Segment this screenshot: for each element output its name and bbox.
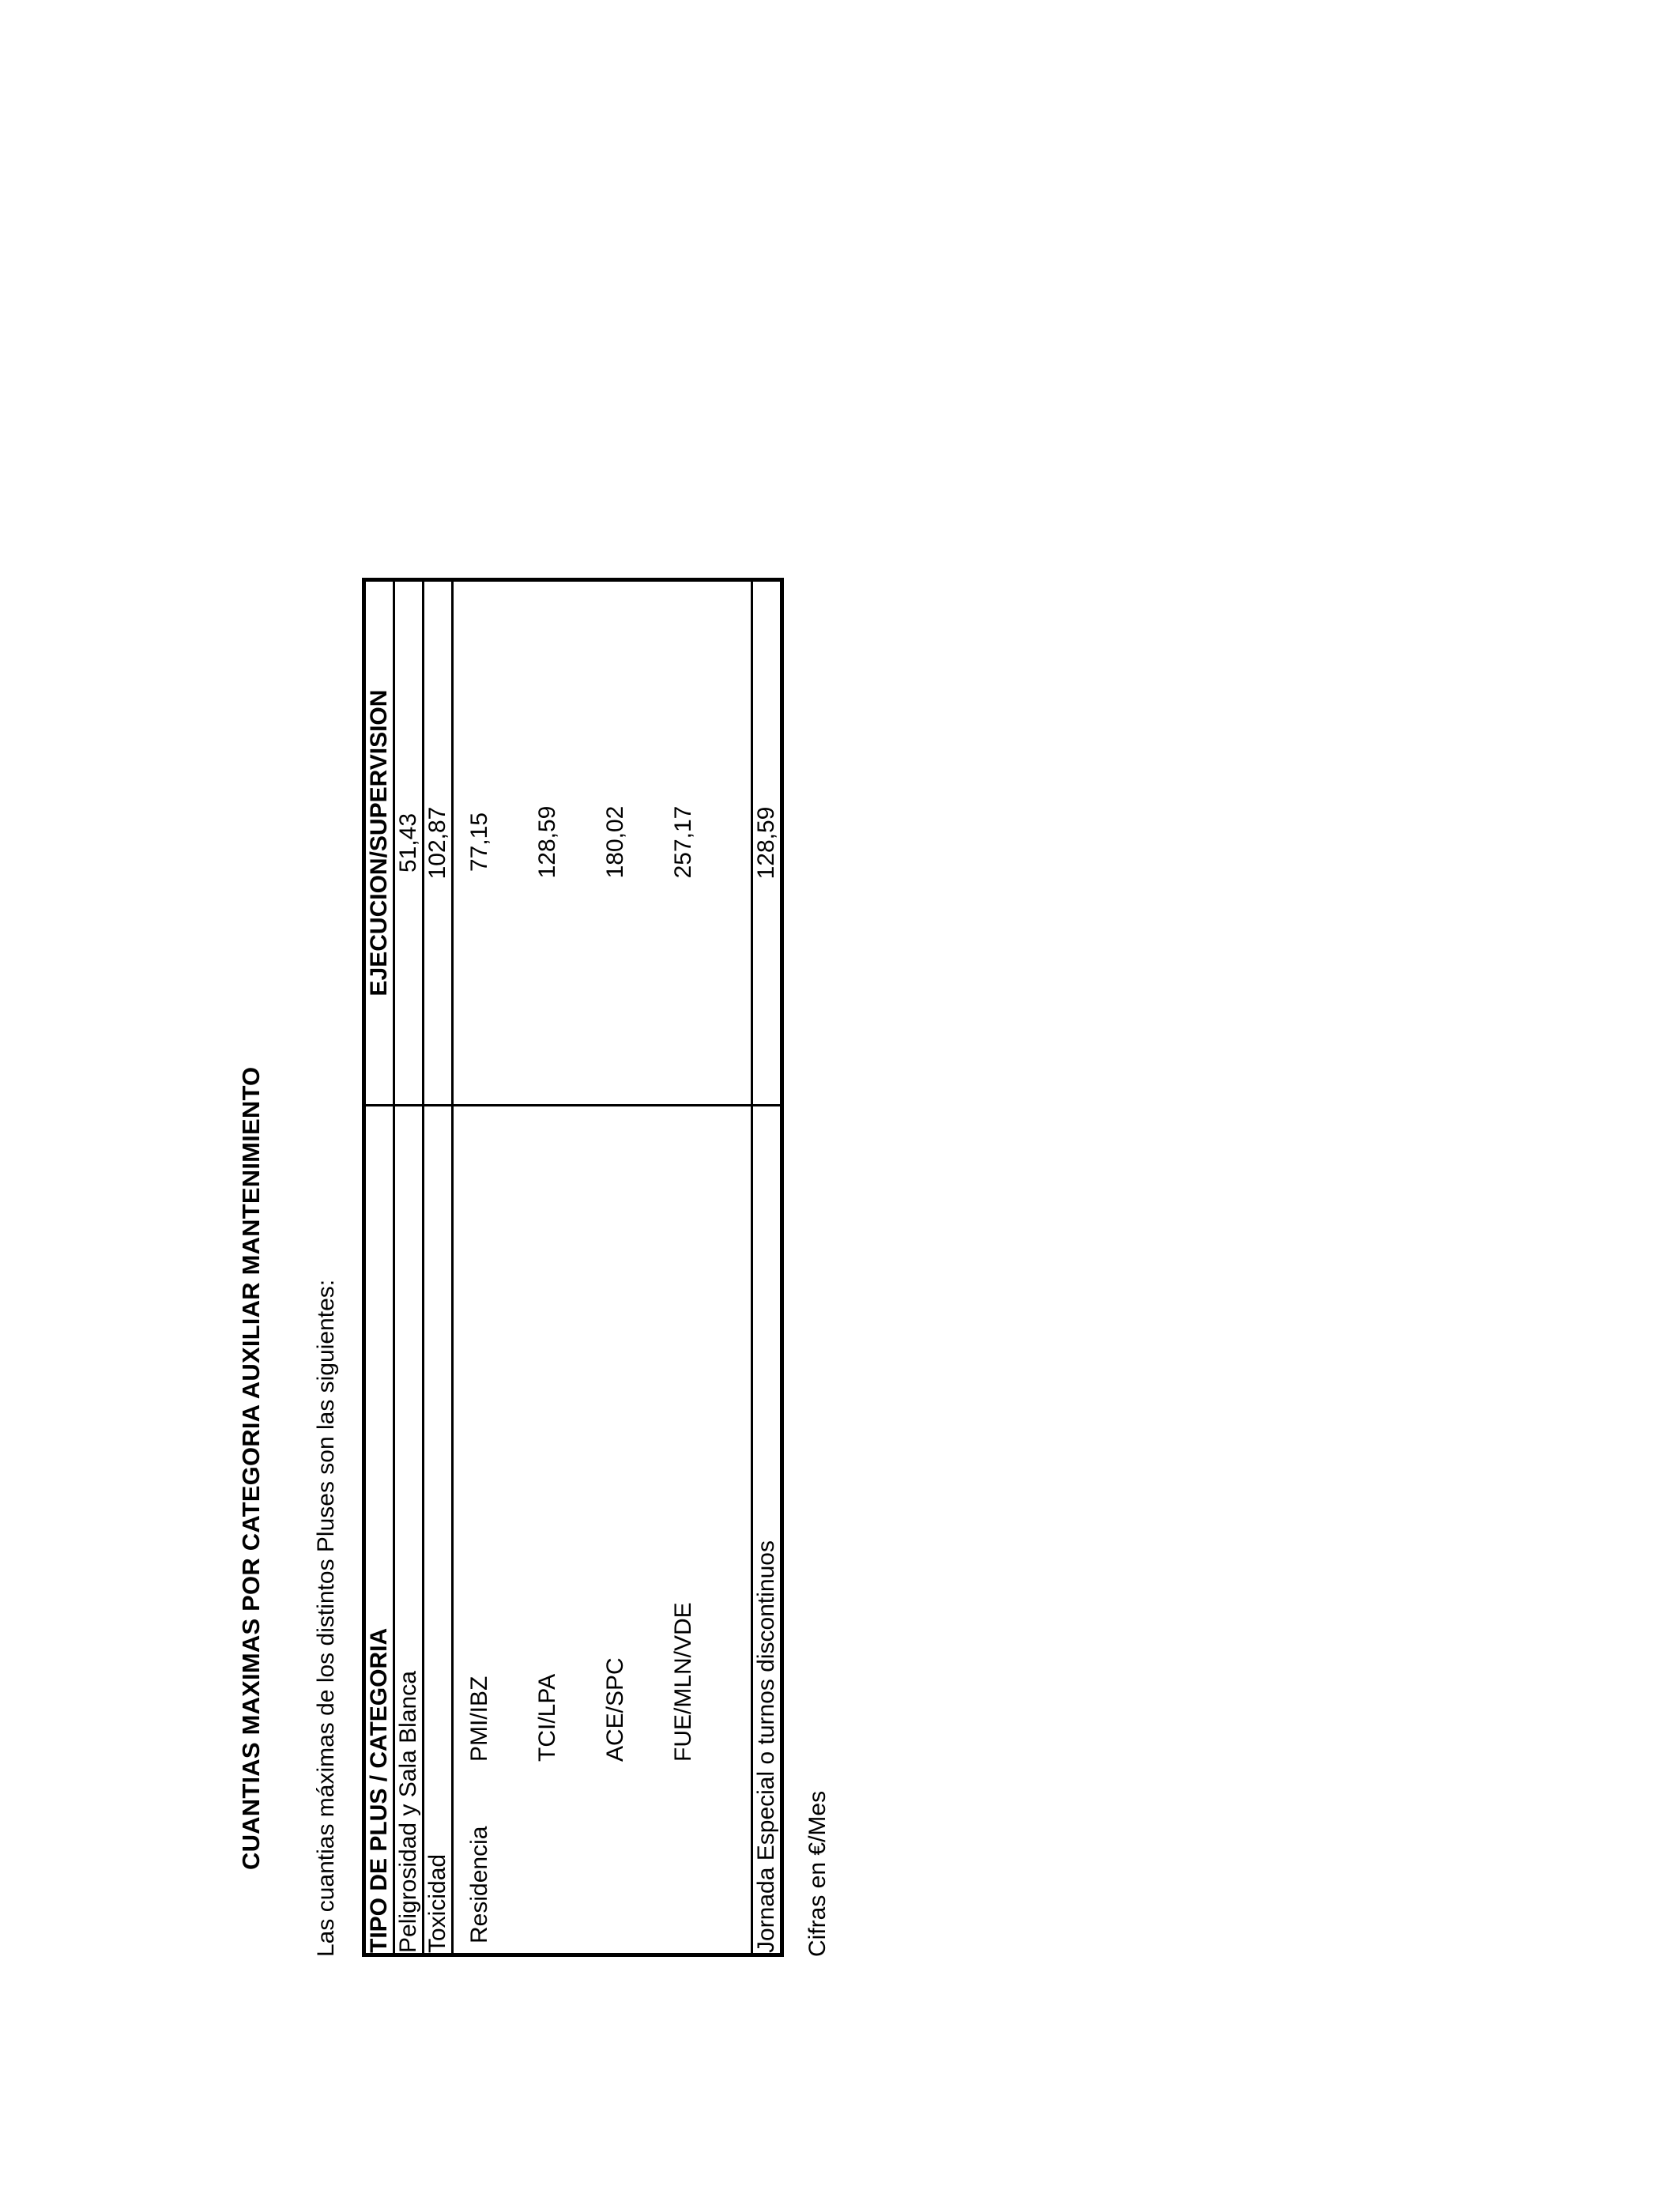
list-item [602,1114,670,1943]
document-body [237,258,855,1957]
row-label-jornada: Jornada Especial o turnos discontinuos [752,1106,782,1955]
residencia-label-list [454,1106,751,1953]
residencia-item-label-0: PMI/IBZ [466,1676,492,1762]
table-header-row [364,580,394,1955]
footnote: Cifras en €/Mes [804,1790,831,1957]
table-row [752,580,782,1955]
list-item [534,1114,602,1943]
row-label-peligrosidad: Peligrosidad y Sala Blanca [394,1106,424,1955]
header-cell-category: TIPO DE PLUS / CATEGORIA [364,1106,394,1955]
pluses-table [362,578,784,1957]
list-item: 257,17 [670,805,696,879]
residencia-value-list [454,582,751,1104]
residencia-value-cell [453,580,752,1106]
list-item [670,1114,738,1943]
header-cell-value: EJECUCION/SUPERVISION [364,580,394,1106]
page-title: CUANTIAS MAXIMAS POR CATEGORIA AUXILIAR MANTENIMIENTO [237,1066,265,1870]
table-row-residencia [453,580,752,1955]
intro-paragraph: Las cuantias máximas de los distintos Pluses son las siguientes: [313,1279,339,1957]
row-value-peligrosidad: 51,43 [394,580,424,1106]
residencia-label-cell [453,1106,752,1955]
residencia-item-label-3: FUE/MLN/VDE [670,1602,696,1762]
list-item [466,1114,534,1943]
list-item: 180,02 [602,805,628,879]
list-item: 77,15 [466,812,492,873]
list-item: 128,59 [534,805,560,879]
row-value-jornada: 128,59 [752,580,782,1106]
table-row [424,580,453,1955]
row-label-toxicidad: Toxicidad [424,1106,453,1955]
table-row [394,580,424,1955]
residencia-item-label-1: TCI/LPA [534,1673,560,1762]
residencia-group-label: Residencia [466,1826,492,1943]
row-value-toxicidad: 102,87 [424,580,453,1106]
residencia-item-label-2: ACE/SPC [602,1657,628,1762]
